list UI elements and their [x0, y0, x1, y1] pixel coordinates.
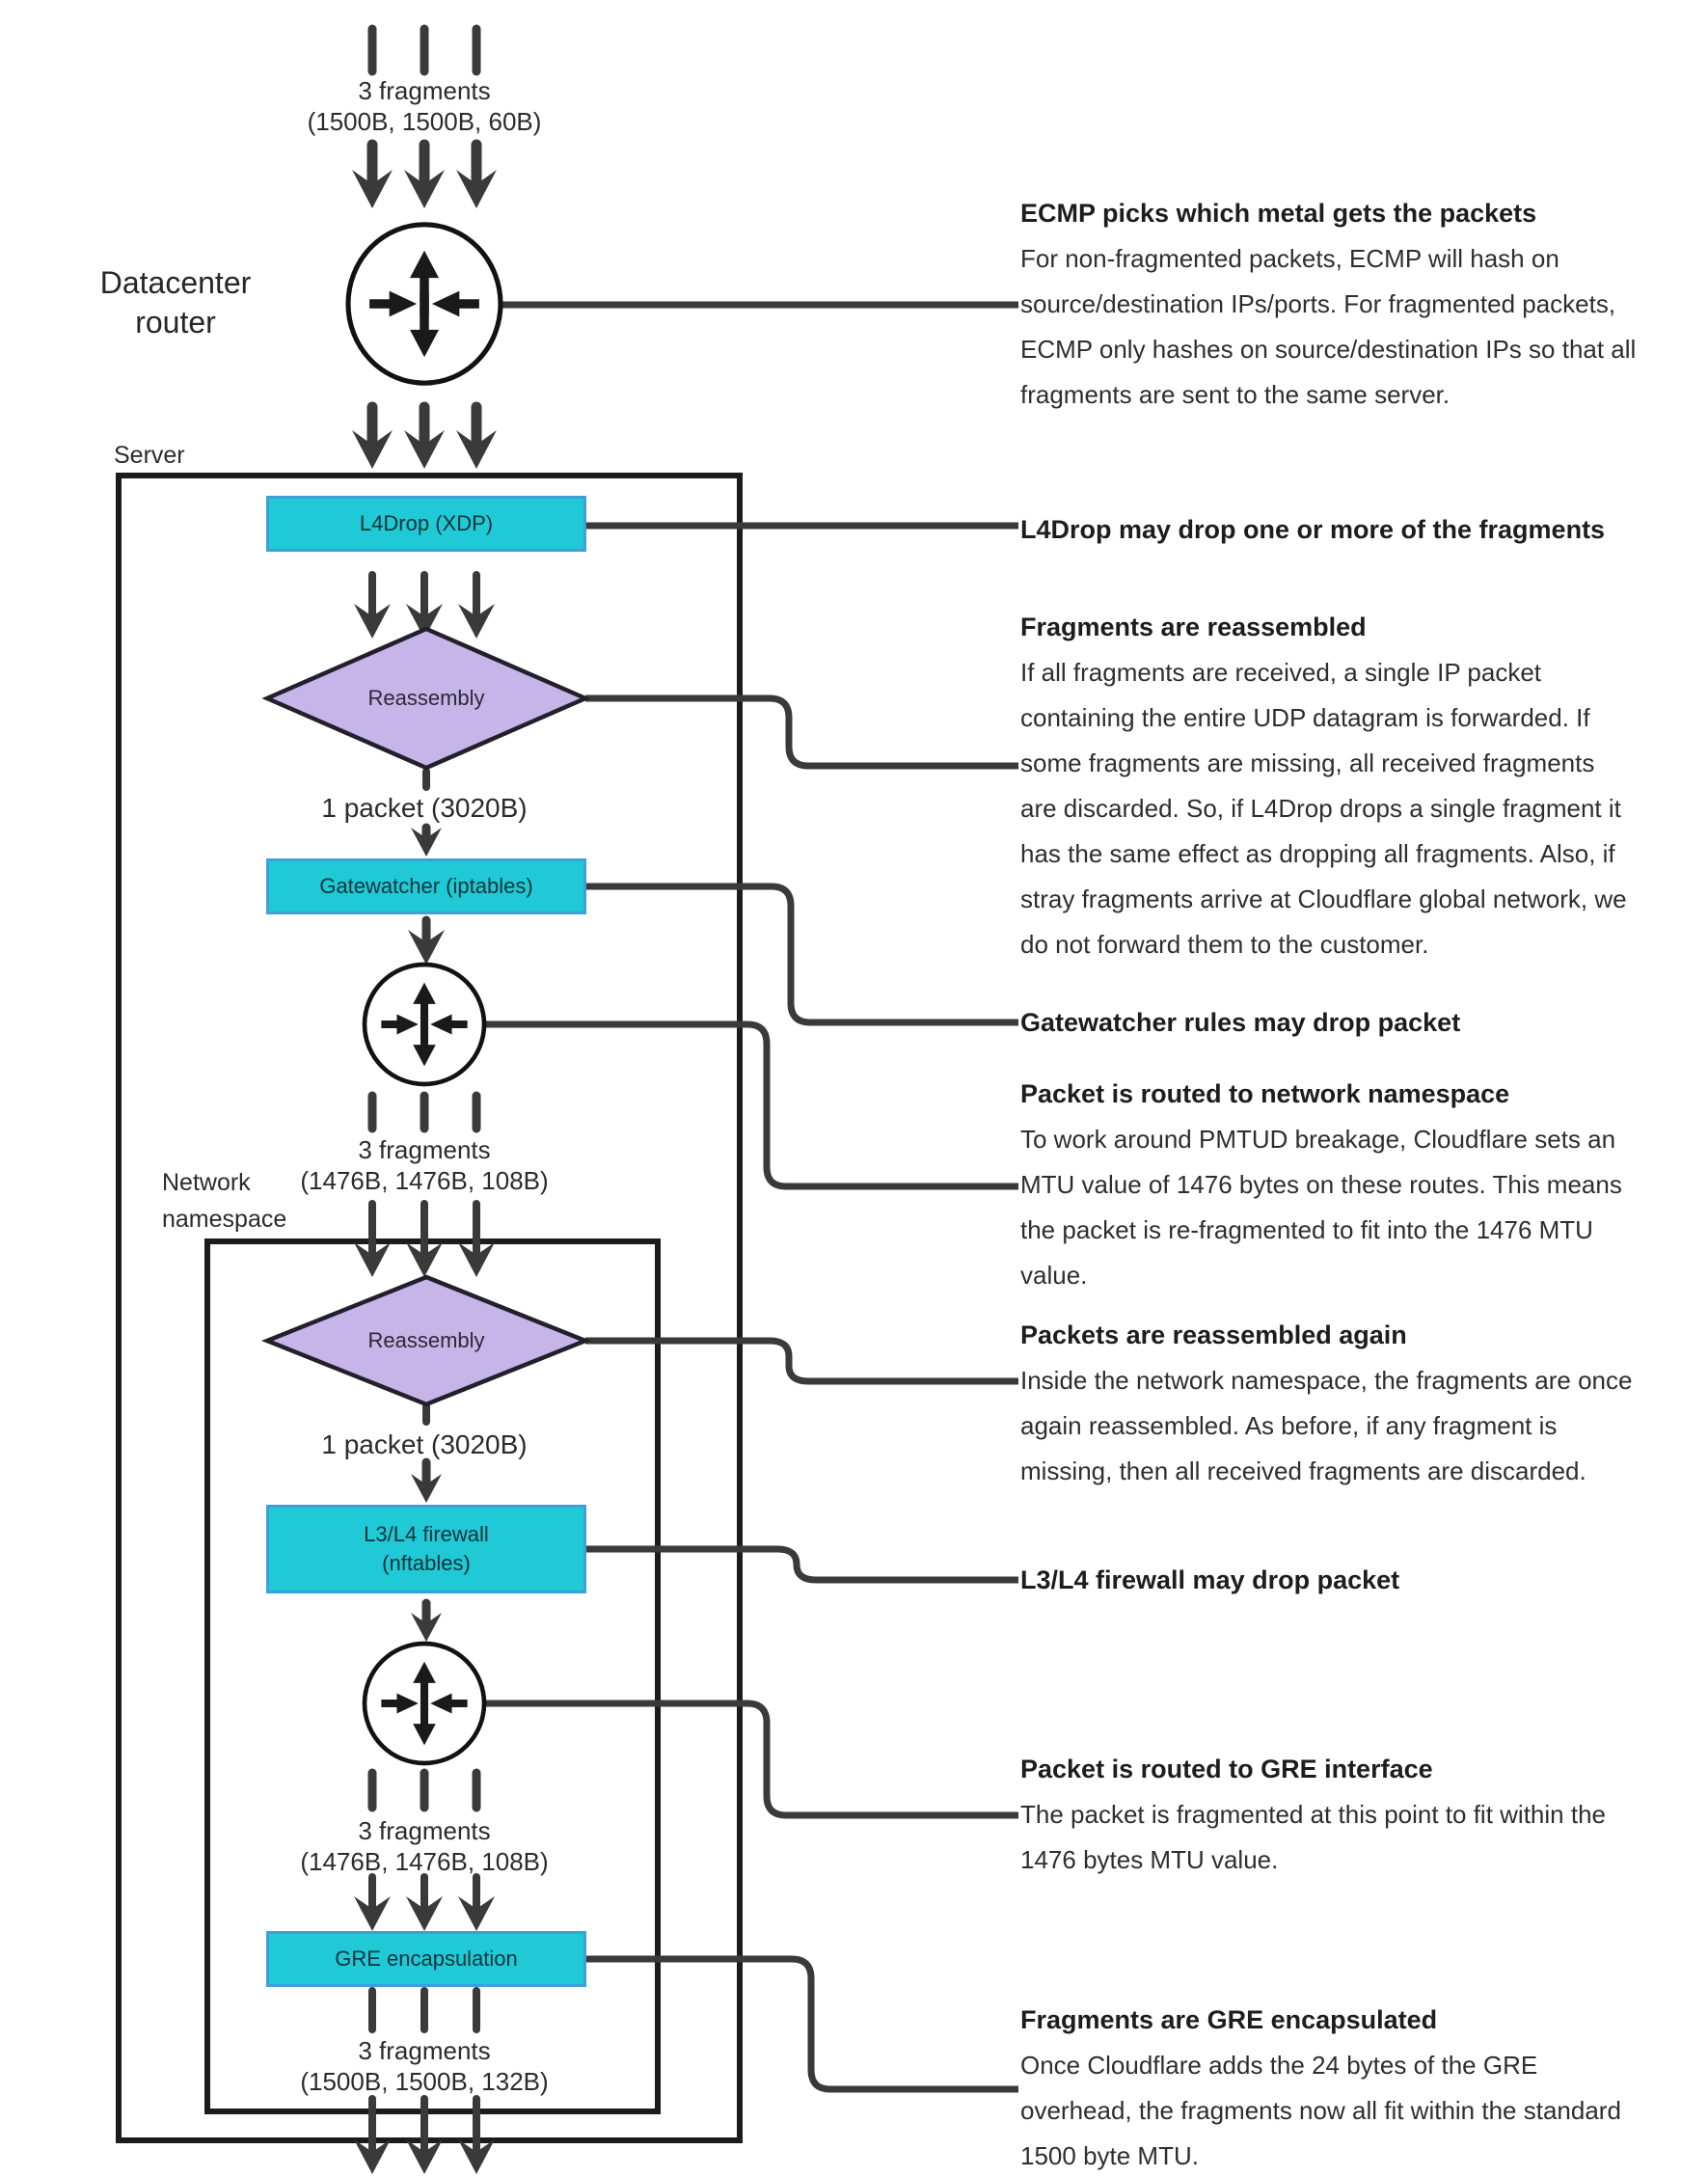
annotation-line: source/destination IPs/ports. For fragmented packets,	[1020, 289, 1616, 318]
annotation-ecmp	[1020, 191, 1676, 418]
annotation-connectors	[484, 305, 1018, 2089]
packet1-label: 1 packet (3020B)	[321, 793, 528, 823]
annotation-line: 1476 bytes MTU value.	[1020, 1845, 1279, 1874]
reassembly1-label: Reassembly	[367, 686, 485, 710]
annotation-gre-encapsulated	[1020, 1998, 1676, 2177]
bottom-fragments-label: 3 fragments	[358, 2036, 491, 2065]
router-icon	[365, 965, 484, 1084]
annotation-gatewatcher	[1020, 1000, 1676, 1046]
annotation-line: containing the entire UDP datagram is forwarded. If	[1020, 703, 1590, 732]
annotation-line: ECMP only hashes on source/destination IPs so that all	[1020, 335, 1637, 364]
annotation-line: some fragments are missing, all received fragments	[1020, 748, 1595, 777]
connector-l3l4	[586, 1549, 1018, 1580]
l4drop-label: L4Drop (XDP)	[359, 511, 494, 535]
l3l4-firewall-label: L3/L4 firewall	[364, 1522, 489, 1546]
router-icon	[348, 225, 501, 383]
annotation-line: has the same effect as dropping all fragments. Also, if	[1020, 839, 1615, 868]
annotation-line: The packet is fragmented at this point to fit within the	[1020, 1800, 1606, 1829]
connector-route-gre	[484, 1703, 1018, 1815]
annotation-title: L4Drop may drop one or more of the fragments	[1020, 515, 1606, 544]
top-fragments-label: 3 fragments	[358, 76, 491, 105]
annotation-title: Packets are reassembled again	[1020, 1320, 1407, 1349]
packet2-label: 1 packet (3020B)	[321, 1429, 528, 1459]
gatewatcher-label: Gatewatcher (iptables)	[319, 874, 533, 898]
annotation-line: stray fragments arrive at Cloudflare global network, we	[1020, 884, 1627, 913]
annotation-title: ECMP picks which metal gets the packets	[1020, 199, 1537, 228]
annotation-line: do not forward them to the customer.	[1020, 930, 1429, 959]
server-label: Server	[114, 442, 185, 469]
annotation-l3l4	[1020, 1558, 1676, 1603]
annotation-reassembled-again	[1020, 1313, 1676, 1494]
datacenter-router-label: Datacenter	[99, 265, 252, 300]
connector-gatewatcher	[586, 886, 1018, 1022]
annotation-title: Fragments are reassembled	[1020, 612, 1367, 641]
annotation-route-namespace	[1020, 1072, 1676, 1298]
annotation-reassembled	[1020, 605, 1676, 967]
annotation-line: 1500 byte MTU.	[1020, 2141, 1199, 2170]
bottom-fragments-sizes: (1500B, 1500B, 132B)	[300, 2067, 549, 2096]
gatewatcher-box	[266, 858, 586, 914]
annotation-line: the packet is re-fragmented to fit into the 1476 MTU	[1020, 1215, 1593, 1244]
annotation-line: overhead, the fragments now all fit within the standard	[1020, 2096, 1621, 2125]
annotation-title: Packet is routed to GRE interface	[1020, 1755, 1433, 1783]
annotation-line: Once Cloudflare adds the 24 bytes of the GRE	[1020, 2051, 1538, 2080]
annotation-title: Gatewatcher rules may drop packet	[1020, 1008, 1461, 1037]
router-icon	[365, 1644, 484, 1763]
reassembly2-label: Reassembly	[367, 1328, 485, 1352]
connector-gre	[586, 1959, 1018, 2089]
network-namespace-label: Network	[162, 1169, 251, 1196]
annotation-line: For non-fragmented packets, ECMP will hash on	[1020, 244, 1559, 273]
connector-route-namespace	[484, 1024, 1018, 1186]
mid-fragments-sizes: (1476B, 1476B, 108B)	[300, 1166, 549, 1195]
gre-fragments-sizes: (1476B, 1476B, 108B)	[300, 1847, 549, 1876]
l3l4-firewall-box	[266, 1505, 586, 1593]
annotation-line: again reassembled. As before, if any fragment is	[1020, 1411, 1558, 1440]
annotation-line: missing, then all received fragments are discarded.	[1020, 1456, 1586, 1485]
annotation-line: If all fragments are received, a single IP packet	[1020, 658, 1542, 687]
gre-encapsulation-box	[266, 1931, 586, 1987]
gre-encapsulation-label: GRE encapsulation	[335, 1946, 518, 1971]
annotation-title: Packet is routed to network namespace	[1020, 1079, 1510, 1108]
annotation-line: Inside the network namespace, the fragments are once	[1020, 1366, 1633, 1395]
annotation-l4drop	[1020, 507, 1676, 553]
annotation-route-gre	[1020, 1747, 1676, 1883]
connector-reassembly1	[585, 698, 1018, 766]
annotation-line: MTU value of 1476 bytes on these routes. This means	[1020, 1170, 1622, 1199]
annotation-line: are discarded. So, if L4Drop drops a single fragment it	[1020, 794, 1621, 823]
annotation-title: Fragments are GRE encapsulated	[1020, 2005, 1438, 2034]
mid-fragments-label: 3 fragments	[358, 1135, 491, 1164]
annotation-line: To work around PMTUD breakage, Cloudflare sets an	[1020, 1125, 1616, 1154]
datacenter-router-label: router	[135, 305, 216, 340]
network-namespace-label: namespace	[162, 1206, 287, 1233]
l4drop-box	[266, 496, 586, 552]
top-fragments-sizes: (1500B, 1500B, 60B)	[307, 107, 542, 136]
gre-fragments-label: 3 fragments	[358, 1816, 491, 1845]
annotation-line: value.	[1020, 1261, 1088, 1290]
connector-reassembly2	[585, 1341, 1018, 1381]
annotation-line: fragments are sent to the same server.	[1020, 380, 1450, 409]
l3l4-firewall-label: (nftables)	[382, 1551, 471, 1575]
annotation-title: L3/L4 firewall may drop packet	[1020, 1565, 1400, 1594]
